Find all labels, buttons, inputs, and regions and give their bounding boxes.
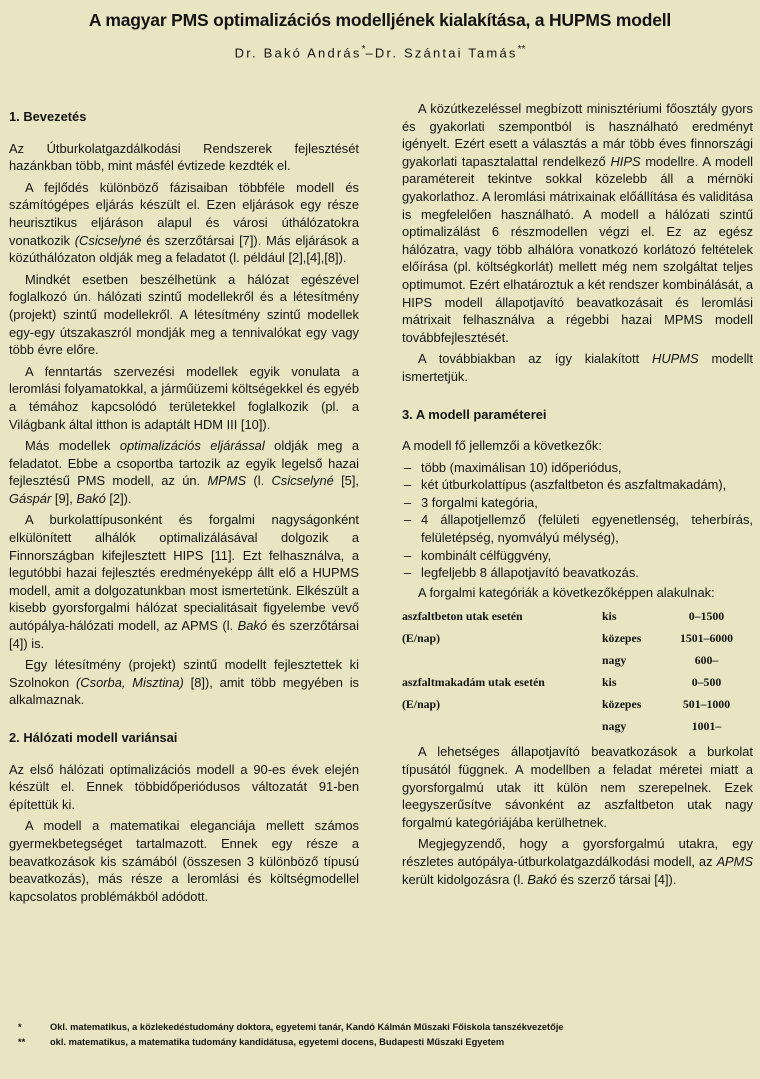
paragraph: A modell fő jellemzői a következők: <box>402 438 602 454</box>
author-mark-2: ** <box>517 44 526 55</box>
traffic-category-table <box>402 605 753 737</box>
parameter-list <box>402 459 753 582</box>
table-row: nagy 1001– <box>602 718 722 733</box>
paragraph: A burkolattípusonként és forgalmi nagyságonként elkülönített alhálók optimalizálásával dolgozik a Finnországban kifejlesztett HIPS [11]. Ezt felhasználva, a legutóbbi hazai fejlesztés eredményeképp állt elő a HUPMS modell, amit a dolgozatunkban most ismertetünk. Elkészült a kisebb gyorsforgalmi hálózat specialitásait figyelembe vevő autópálya-hálózati modell, az APMS (l. Bakó és szerzőtársai [4]) is. <box>9 512 359 651</box>
paragraph: A lehetséges állapotjavító beavatkozások a burkolat típusától függnek. A modellben a feladat méretei miatt a gyorsforgalmú utak itt külön nem szerepelnek. Ezek leegyszerűsítve sávonként az aszfaltbeton utak nagy forgalmú kategóriájába kerülhetnek. <box>402 744 753 830</box>
author-bako: Dr. Bakó András <box>234 45 362 61</box>
paragraph: Az Útburkolatgazdálkodási Rendszerek fejlesztését hazánkban több, mint másfél évtizede kezdték el. <box>9 140 359 174</box>
list-item: – kombinált célfüggvény, <box>402 547 753 565</box>
paragraph: A fenntartás szervezési modellek egyik vonulata a leromlási folyamatokkal, a járműüzemi költségekkel és egyéb a témához kapcsolódó területekkel foglalkozik (pl. a Világbank által itthon is adaptált HDM III [10]). <box>9 363 359 432</box>
paragraph: Egy létesítmény (projekt) szintű modellt fejlesztettek ki Szolnokon (Csorba, Misztina) [8]), amit több megyében is alkalmaznak. <box>9 657 360 708</box>
author-mark-1: * <box>361 44 366 55</box>
section-heading-network-models: 2. Hálózati modell variánsai <box>9 730 178 745</box>
paragraph: A fejlődés különböző fázisaiban többféle modell és számítógépes eljárás készült el. Ezen eljárások egy része heurisztikus eljáráson alapul és városi úthálózatokra vonatkozik (Csicselyné és szerzőtársai [7]). Más eljárások a közúthálózaton oldják meg a feladatot (l. például [2],[4],[8]). <box>9 179 359 266</box>
table-row: nagy 600– <box>602 652 719 667</box>
table-row: aszfaltbeton utak esetén kis 0–1500 <box>402 608 725 623</box>
list-item: – két útburkolattípus (aszfaltbeton és aszfaltmakadám), <box>402 476 753 494</box>
paragraph: Mindkét esetben beszélhetünk a hálózat egészével foglalkozó ún. hálózati szintű modellekről és a létesítmény (projekt) szintű modellekről. A létesítmény szintű modellek egy-egy útszakaszról mondják meg a tennivalókat egy vagy több évre előre. <box>9 271 359 358</box>
footnote-2: ** okl. matematikus, a matematika tudomány kandidátusa, egyetemi docens, Budapesti Műszaki Egyetem <box>18 1037 505 1047</box>
author-separator: – <box>365 45 375 61</box>
section-heading-parameters: 3. A modell paraméterei <box>402 406 547 422</box>
table-row: (E/nap) közepes 501–1000 <box>402 696 731 711</box>
section-heading-introduction: 1. Bevezetés <box>9 109 87 124</box>
table-row: aszfaltmakadám utak esetén kis 0–500 <box>402 674 722 689</box>
list-item: – több (maximálisan 10) időperiódus, <box>402 459 753 477</box>
footnote-1: * Okl. matematikus, a közlekedéstudomány doktora, egyetemi tanár, Kandó Kálmán Műszaki Főiskola tanszékvezetője <box>18 1022 564 1032</box>
author-szantai: Dr. Szántai Tamás <box>374 45 518 61</box>
list-item: – 4 állapotjellemző (felületi egyenetlenség, teherbírás, felületépség, nyomvályú mélység), <box>402 511 753 546</box>
paper-title: A magyar PMS optimalizációs modelljének kialakítása, a HUPMS modell <box>88 10 672 30</box>
author-line <box>0 44 760 60</box>
paragraph: A modell a matematikai eleganciája mellett számos gyermekbetegséget tartalmazott. Ennek egy része a beavatkozások kis számából (összesen 3 különböző típusú beavatkozás), más része a leromlási és költségmodellel kapcsolatos problémákból adódott. <box>9 818 359 904</box>
left-column <box>9 108 359 909</box>
paragraph: A forgalmi kategóriák a következőképpen alakulnak: <box>418 584 715 600</box>
paragraph: Megjegyzendő, hogy a gyorsforgalmú utakra, egy részletes autópálya-útburkolatgazdálkodási modell, az APMS került kidolgozásra (l. Bakó és szerző társai [4]). <box>402 836 753 887</box>
right-column <box>402 100 753 892</box>
table-row: (E/nap) közepes 1501–6000 <box>402 630 734 645</box>
list-item: – legfeljebb 8 állapotjavító beavatkozás. <box>402 564 753 582</box>
paragraph: Az első hálózati optimalizációs modell a 90-es évek elején készült el. Ennek többidőperiódusos változatát 91-ben építettük ki. <box>9 761 359 812</box>
paragraph: A közútkezeléssel megbízott minisztériumi főosztály gyors és gyakorlati szempontból is használható eredményt igényelt. Ezért esett a választás a már több éves finnországi gyakorlati tapasztalattal rendelkező HIPS modellre. A modell paramétereit tekintve sokkal közelebb áll a mérnöki gyakorlathoz. A leromlási mátrixainak előállítása és validitása is megfelelően használható. A modell a hálózati szintű optimalizálást 6 részmodellen végzi el. Ez az egész hálózatra, vagy több alhálóra vonatkozó korlátozó feltételek előírása (pl. költségkorlát) mellett még nem szolgáltat teljes optimumot. Ezért elhatároztuk a két rendszer kombinálását, a HIPS modell állapotjavító beavatkozásait és leromlási mátrixait felhasználva a régebbi hazai MPMS modell továbbfejlesztését. <box>402 101 753 345</box>
paragraph: Más modellek optimalizációs eljárással oldják meg a feladatot. Ebbe a csoportba tartozik az egyik legelső hazai fejlesztésű PMS modell, az ún. MPMS (l. Csicselyné [5], Gáspár [9], Bakó [2]). <box>9 438 359 506</box>
paragraph: A továbbiakban az így kialakított HUPMS modellt ismertetjük. <box>402 351 754 384</box>
list-item: – 3 forgalmi kategória, <box>402 494 753 512</box>
